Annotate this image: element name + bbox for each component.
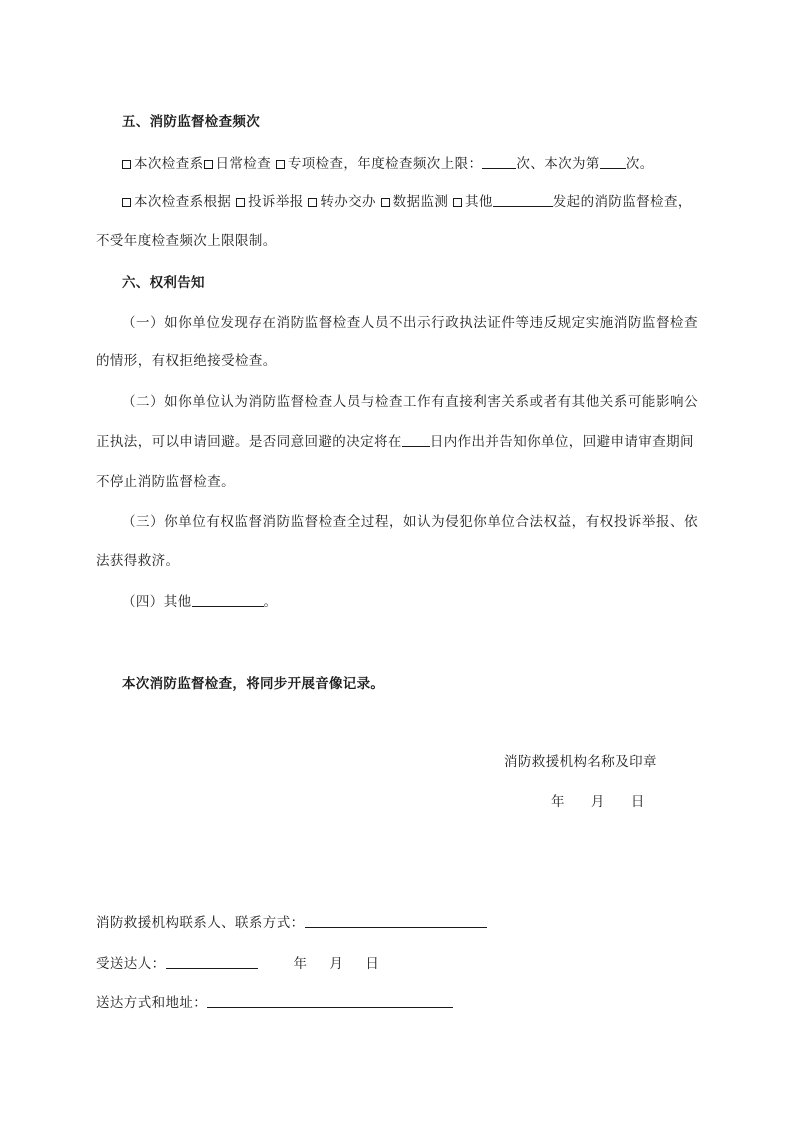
rights-p3-line1: （三）你单位有权监督消防监督检查全过程，如认为侵犯你单位合法权益，有权投诉举报、依 xyxy=(122,514,698,530)
frequency-row-3: 不受年度检查频次上限限制。 xyxy=(96,233,277,249)
blank-other-rights[interactable] xyxy=(192,593,264,607)
rights-p2-line1: （二）如你单位认为消防监督检查人员与检查工作有直接利害关系或者有其他关系可能影响公 xyxy=(122,394,698,410)
rights-p1-line1: （一）如你单位发现存在消防监督检查人员不出示行政执法证件等违反规定实施消防监督检查 xyxy=(122,315,698,331)
checkbox[interactable] xyxy=(276,160,285,169)
recording-notice: 本次消防监督检查，将同步开展音像记录。 xyxy=(122,676,385,692)
section-5-heading: 五、消防监督检查频次 xyxy=(122,114,260,130)
frequency-row-2: 本次检查系根据 投诉举报 转办交办 数据监测 其他 发起的消防监督检查， xyxy=(122,193,692,211)
rights-p2-line2: 正执法，可以申请回避。是否同意回避的决定将在 日内作出并告知你单位，回避申请审查期间 xyxy=(96,434,694,450)
checkbox[interactable] xyxy=(308,198,317,207)
blank-frequency-limit[interactable] xyxy=(482,155,516,169)
contact-row: 消防救援机构联系人、联系方式： xyxy=(96,914,487,932)
blank-other-source[interactable] xyxy=(493,193,553,207)
checkbox[interactable] xyxy=(122,160,131,169)
checkbox[interactable] xyxy=(122,198,131,207)
blank-days[interactable] xyxy=(402,433,430,447)
delivery-row: 送达方式和地址： xyxy=(96,994,453,1012)
rights-p4: （四）其他 。 xyxy=(122,594,278,610)
seal-date: 年 月 日 xyxy=(551,794,645,810)
section-6-heading: 六、权利告知 xyxy=(122,275,205,291)
checkbox[interactable] xyxy=(236,198,245,207)
contact-field[interactable] xyxy=(305,914,487,928)
rights-p1-line2: 的情形，有权拒绝接受检查。 xyxy=(96,353,277,369)
rights-p2-line3: 不停止消防监督检查。 xyxy=(96,474,235,490)
checkbox[interactable] xyxy=(204,160,213,169)
seal-org-label: 消防救援机构名称及印章 xyxy=(504,754,657,770)
checkbox[interactable] xyxy=(381,198,390,207)
rights-p3-line2: 法获得救济。 xyxy=(96,553,180,569)
delivery-field[interactable] xyxy=(207,994,453,1008)
frequency-row-1: 本次检查系 日常检查 专项检查，年度检查频次上限： 次、本次为第 次。 xyxy=(122,155,654,173)
checkbox[interactable] xyxy=(453,198,462,207)
recipient-field[interactable] xyxy=(166,955,258,969)
blank-frequency-current[interactable] xyxy=(600,155,626,169)
recipient-row: 受送达人： 年 月 日 xyxy=(96,956,380,972)
